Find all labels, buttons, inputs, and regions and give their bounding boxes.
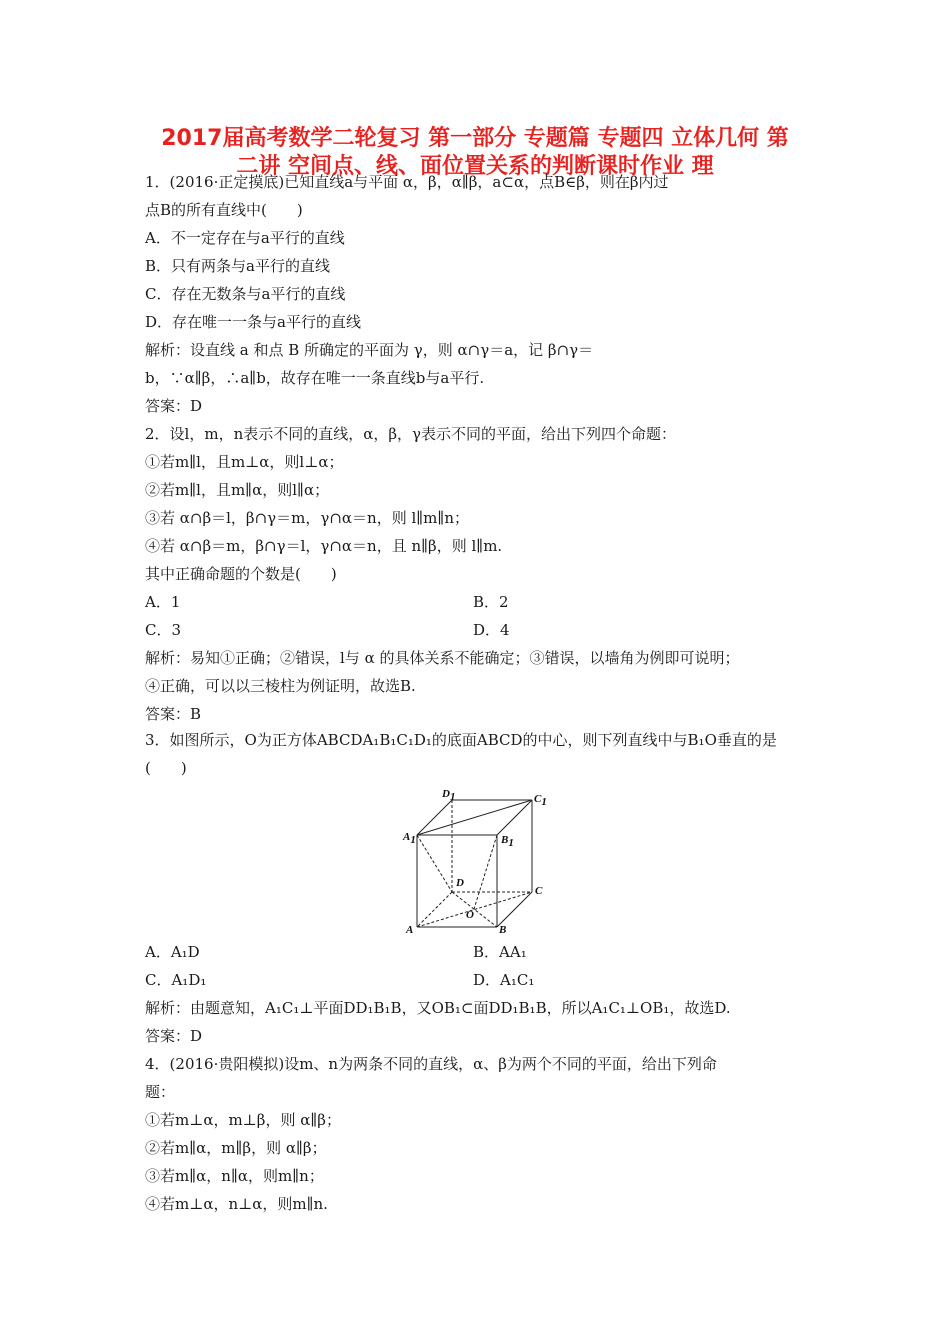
q1-answer: 答案：D	[145, 397, 203, 415]
q2-proposition-2: ②若m∥l，且m∥α，则l∥α；	[145, 481, 330, 499]
q2-option-b: B．2	[473, 593, 509, 611]
q3-answer: 答案：D	[145, 1027, 203, 1045]
q4-stem-line-2: 题：	[145, 1083, 176, 1101]
q2-proposition-3: ③若 α∩β＝l，β∩γ＝m，γ∩α＝n，则 l∥m∥n；	[145, 509, 469, 527]
q1-stem-line-1: 1．(2016·正定摸底)已知直线a与平面 α，β，α∥β，a⊂α，点B∈β，则在β内过	[145, 173, 669, 191]
q1-analysis-line-2: b，∵α∥β，∴a∥b，故存在唯一一条直线b与a平行.	[145, 369, 485, 387]
cube-diagram	[400, 782, 560, 934]
q2-option-c: C．3	[145, 621, 182, 639]
label-b: B	[499, 924, 507, 934]
title-line-1: 2017届高考数学二轮复习 第一部分 专题篇 专题四 立体几何 第	[161, 126, 789, 151]
q1-option-a: A．不一定存在与a平行的直线	[145, 229, 345, 247]
q3-option-d: D．A₁C₁	[473, 971, 535, 989]
q4-proposition-1: ①若m⊥α，m⊥β，则 α∥β；	[145, 1111, 341, 1129]
q1-option-b: B．只有两条与a平行的直线	[145, 257, 330, 275]
q2-option-a: A．1	[145, 593, 181, 611]
q4-proposition-2: ②若m∥α，m∥β，则 α∥β；	[145, 1139, 327, 1157]
label-o: O	[466, 909, 474, 921]
q1-option-d: D．存在唯一一条与a平行的直线	[145, 313, 361, 331]
q3-option-a: A．A₁D	[145, 943, 200, 961]
q3-option-b: B．AA₁	[473, 943, 527, 961]
q3-stem-line-1: 3．如图所示，O为正方体ABCDA₁B₁C₁D₁的底面ABCD的中心，则下列直线中与B₁O垂直的是	[145, 731, 777, 749]
cube-figure	[400, 782, 560, 934]
q1-analysis-line-1: 解析：设直线 a 和点 B 所确定的平面为 γ，则 α∩γ＝a，记 β∩γ＝	[145, 341, 594, 359]
q4-proposition-3: ③若m∥α，n∥α，则m∥n；	[145, 1167, 324, 1185]
label-d: D	[456, 877, 464, 889]
q2-answer: 答案：B	[145, 705, 202, 723]
label-c1: C1	[534, 793, 547, 808]
q4-proposition-4: ④若m⊥α，n⊥α，则m∥n.	[145, 1195, 328, 1213]
q1-stem-line-2: 点B的所有直线中( )	[145, 201, 303, 219]
q3-analysis: 解析：由题意知，A₁C₁⊥平面DD₁B₁B，又OB₁⊂面DD₁B₁B，所以A₁C₁⊥OB₁，故选D.	[145, 999, 731, 1017]
q4-stem-line-1: 4．(2016·贵阳模拟)设m、n为两条不同的直线，α、β为两个不同的平面，给出下列命	[145, 1055, 717, 1073]
q2-proposition-1: ①若m∥l，且m⊥α，则l⊥α；	[145, 453, 344, 471]
q2-option-d: D．4	[473, 621, 510, 639]
q2-analysis-line-1: 解析：易知①正确；②错误，l与 α 的具体关系不能确定；③错误，以墙角为例即可说明；	[145, 649, 740, 667]
q2-analysis-line-2: ④正确，可以以三棱柱为例证明，故选B.	[145, 677, 416, 695]
q2-ask: 其中正确命题的个数是( )	[145, 565, 337, 583]
label-a: A	[406, 924, 414, 934]
q2-stem: 2．设l，m，n表示不同的直线，α，β，γ表示不同的平面，给出下列四个命题：	[145, 425, 676, 443]
label-d1: D1	[442, 788, 456, 803]
label-c: C	[535, 885, 543, 897]
label-b1: B1	[501, 834, 514, 849]
q2-proposition-4: ④若 α∩β＝m，β∩γ＝l，γ∩α＝n，且 n∥β，则 l∥m.	[145, 537, 503, 555]
q1-option-c: C．存在无数条与a平行的直线	[145, 285, 346, 303]
label-a1: A1	[403, 831, 416, 846]
q3-option-c: C．A₁D₁	[145, 971, 207, 989]
q3-stem-line-2: ( )	[145, 759, 187, 777]
title-line-2: 二讲 空间点、线、面位置关系的判断课时作业 理	[236, 154, 714, 179]
